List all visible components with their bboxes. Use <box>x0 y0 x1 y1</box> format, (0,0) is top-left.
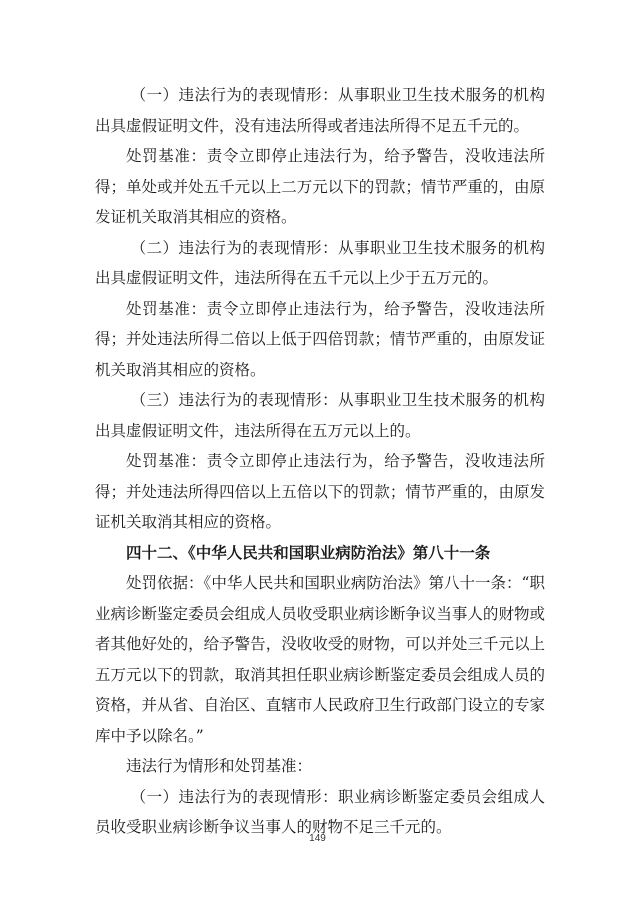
paragraph-legal-basis: 处罚依据：《中华人民共和国职业病防治法》第八十一条：“职业病诊断鉴定委员会组成人员收受职业病诊断争议当事人的财物或者其他好处的，给予警告，没收收受的财物，可以并处三千元以上五万元以下的罚款，取消其担任职业病诊断鉴定委员会组成人员的资格，并从省、自治区、直辖市人民政府卫生行政部门设立的专家库中予以除名。” <box>95 574 545 745</box>
paragraph-violation-1: （一）违法行为的表现情形：从事职业卫生技术服务的机构出具虚假证明文件，没有违法所得或者违法所得不足五千元的。 <box>95 86 545 135</box>
page-number: 149 <box>309 833 326 844</box>
paragraph-standards-intro: 违法行为情形和处罚基准： <box>126 757 313 775</box>
section-heading: 四十二、《中华人民共和国职业病防治法》第八十一条 <box>126 543 491 562</box>
paragraph-violation-2: （二）违法行为的表现情形：从事职业卫生技术服务的机构出具虚假证明文件，违法所得在五千元以上少于五万元的。 <box>95 238 545 287</box>
paragraph-penalty-2: 处罚基准：责令立即停止违法行为，给予警告，没收违法所得；并处违法所得二倍以上低于四倍罚款；情节严重的，由原发证机关取消其相应的资格。 <box>95 299 545 379</box>
paragraph-penalty-1: 处罚基准：责令立即停止违法行为，给予警告，没收违法所得；单处或并处五千元以上二万元以下的罚款；情节严重的，由原发证机关取消其相应的资格。 <box>95 147 545 226</box>
document-body <box>95 80 545 843</box>
paragraph-violation-4: （一）违法行为的表现情形：职业病诊断鉴定委员会组成人员收受职业病诊断争议当事人的财物不足三千元的。 <box>95 787 545 836</box>
paragraph-violation-3: （三）违法行为的表现情形：从事职业卫生技术服务的机构出具虚假证明文件，违法所得在五万元以上的。 <box>95 391 545 440</box>
paragraph-penalty-3: 处罚基准：责令立即停止违法行为，给予警告，没收违法所得；并处违法所得四倍以上五倍以下的罚款；情节严重的，由原发证机关取消其相应的资格。 <box>95 452 545 531</box>
